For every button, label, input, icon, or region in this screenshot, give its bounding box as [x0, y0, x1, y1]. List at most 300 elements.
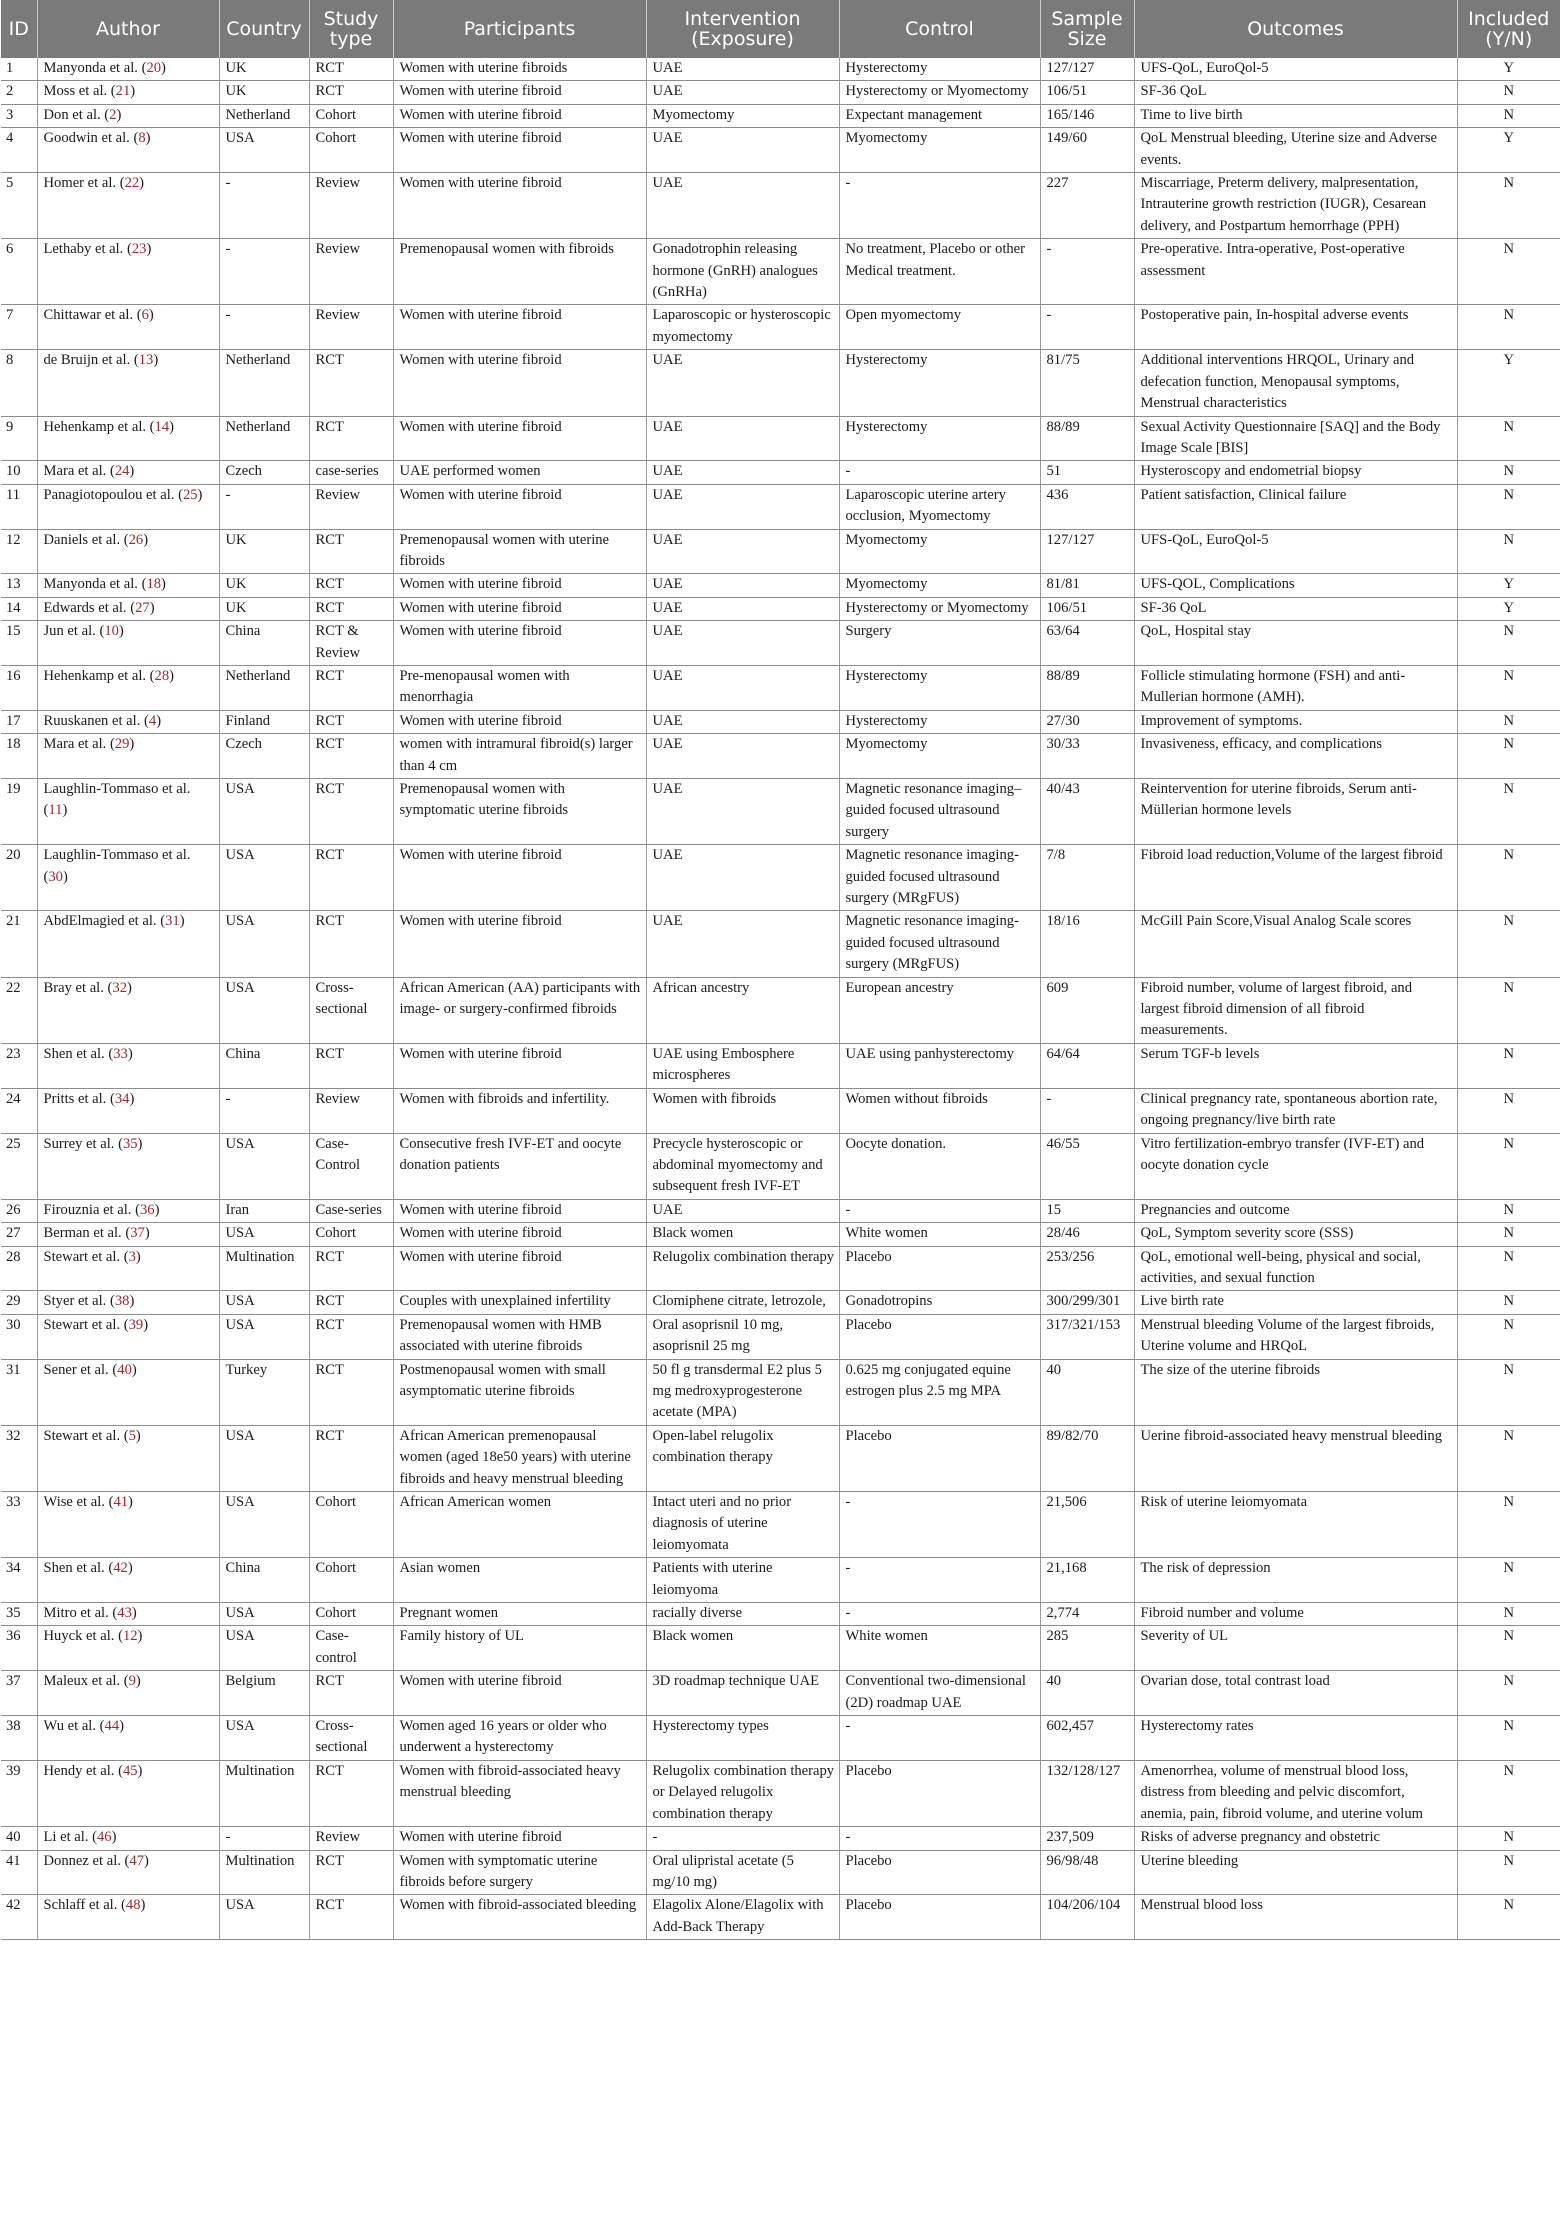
cell-participants-text: Women with uterine fibroid [399, 623, 562, 640]
cell-id [1, 350, 37, 416]
reference-link[interactable]: 2 [109, 106, 117, 123]
cell-country-text: - [225, 486, 231, 503]
cell-sample-size-text: 106/51 [1046, 599, 1088, 616]
reference-link[interactable]: 38 [114, 1293, 130, 1310]
cell-study-type [309, 1314, 393, 1359]
cell-participants-text: Women with uterine fibroid [399, 1045, 562, 1062]
cell-outcomes-text: Uterine bleeding [1140, 1852, 1239, 1869]
cell-outcomes-text: Severity of UL [1140, 1628, 1229, 1645]
cell-participants [393, 621, 646, 666]
cell-sample-size [1040, 845, 1134, 911]
cell-participants-text: Women with uterine fibroid [399, 913, 562, 930]
cell-author [37, 574, 219, 597]
author-name: Ruuskanen et al. [43, 712, 141, 729]
cell-study-type-text: RCT [315, 576, 344, 593]
reference-link[interactable]: 40 [117, 1361, 132, 1378]
cell-control [839, 1671, 1040, 1716]
cell-control-text: White women [845, 1225, 928, 1242]
reference-link[interactable]: 25 [182, 486, 198, 503]
cell-participants-text: women with intramural fibroid(s) larger than 4 cm [399, 736, 633, 774]
cell-intervention-text: UAE [652, 913, 683, 930]
cell-id [1, 529, 37, 574]
cell-outcomes-text: Serum TGF-b levels [1140, 1045, 1260, 1062]
reference-link[interactable]: 41 [113, 1494, 129, 1510]
cell-participants [393, 1827, 646, 1850]
cell-country [219, 1359, 309, 1425]
cell-id-text: 5 [6, 175, 14, 192]
cell-intervention-text: UAE [652, 847, 683, 864]
cell-intervention [646, 1895, 839, 1940]
cell-author [37, 58, 219, 81]
cell-included [1457, 1558, 1560, 1603]
cell-id [1, 1359, 37, 1425]
cell-country-text: USA [225, 979, 255, 996]
cell-outcomes [1134, 845, 1457, 911]
author-name: Edwards et al. [43, 599, 127, 616]
cell-included [1457, 128, 1560, 173]
cell-control [839, 977, 1040, 1043]
cell-author [37, 1827, 219, 1850]
cell-study-type [309, 574, 393, 597]
cell-control-text: - [845, 1494, 851, 1510]
cell-id-text: 38 [6, 1718, 21, 1735]
ref-open: ( [140, 712, 149, 729]
cell-outcomes [1134, 484, 1457, 529]
cell-intervention [646, 239, 839, 305]
author-name: Manyonda et al. [43, 60, 138, 76]
cell-participants-text: Women with uterine fibroid [399, 175, 562, 192]
cell-country [219, 665, 309, 710]
cell-outcomes-text: Fibroid number and volume [1140, 1605, 1304, 1622]
ref-open: ( [131, 1201, 140, 1218]
cell-participants [393, 305, 646, 350]
ref-close: ) [144, 1852, 149, 1869]
cell-id-text: 18 [6, 736, 21, 753]
reference-link[interactable]: 26 [128, 531, 144, 548]
cell-country-text: Netherland [225, 418, 291, 435]
cell-intervention [646, 173, 839, 239]
cell-country [219, 1223, 309, 1246]
table-row [1, 779, 1560, 845]
header-outcomes: Outcomes [1134, 0, 1457, 58]
cell-country-text: Multination [225, 1762, 295, 1779]
ref-open: ( [120, 1852, 130, 1869]
author-name: Moss et al. [43, 83, 108, 100]
cell-sample-size-text: 21,506 [1046, 1494, 1087, 1510]
reference-link[interactable]: 23 [131, 241, 147, 258]
cell-sample-size [1040, 104, 1134, 127]
cell-study-type [309, 911, 393, 977]
table-row [1, 911, 1560, 977]
reference-link[interactable]: 6 [141, 307, 149, 324]
cell-control-text: - [845, 1201, 851, 1218]
cell-control [839, 1133, 1040, 1199]
cell-participants-text: Women with uterine fibroid [399, 1248, 562, 1265]
reference-link[interactable]: 42 [113, 1560, 128, 1577]
header-included: Included (Y/N) [1457, 0, 1560, 58]
cell-outcomes [1134, 1760, 1457, 1826]
ref-close: ) [131, 1605, 137, 1622]
ref-close: ) [127, 1045, 133, 1062]
cell-id [1, 1827, 37, 1850]
cell-sample-size-text: 149/60 [1046, 130, 1088, 147]
cell-country-text: Multination [225, 1248, 295, 1265]
cell-id-text: 27 [6, 1225, 21, 1242]
reference-link[interactable]: 43 [117, 1605, 132, 1622]
reference-link[interactable]: 39 [128, 1316, 144, 1333]
reference-link[interactable]: 48 [125, 1897, 141, 1914]
cell-control-text: Oocyte donation. [845, 1135, 947, 1152]
reference-link[interactable]: 46 [97, 1829, 112, 1846]
ref-open: ( [108, 1605, 118, 1622]
cell-participants [393, 665, 646, 710]
cell-intervention [646, 1088, 839, 1133]
ref-open: ( [146, 418, 155, 435]
cell-study-type [309, 1603, 393, 1626]
cell-outcomes-text: Uerine fibroid-associated heavy menstrual bleeding [1140, 1427, 1442, 1444]
cell-outcomes-text: The size of the uterine fibroids [1140, 1361, 1321, 1378]
cell-outcomes-text: SF-36 QoL [1140, 599, 1207, 616]
author-name: Stewart et al. [43, 1316, 121, 1333]
cell-country-text: Netherland [225, 352, 291, 369]
cell-outcomes-text: Sexual Activity Questionnaire [SAQ] and the Body Image Scale [BIS] [1140, 418, 1441, 456]
reference-link[interactable]: 35 [122, 1135, 138, 1152]
cell-intervention-text: UAE [652, 531, 683, 548]
ref-close: ) [156, 712, 162, 729]
cell-intervention-text: UAE [652, 712, 683, 729]
cell-included-text: N [1503, 307, 1515, 324]
cell-intervention [646, 710, 839, 733]
cell-participants [393, 1558, 646, 1603]
cell-id [1, 1558, 37, 1603]
cell-id [1, 734, 37, 779]
cell-country-text: Finland [225, 712, 271, 729]
ref-open: ( [126, 599, 136, 616]
cell-participants [393, 1199, 646, 1222]
cell-participants-text: Premenopausal women with fibroids [399, 241, 614, 258]
reference-link[interactable]: 27 [135, 599, 150, 616]
cell-outcomes-text: SF-36 QoL [1140, 83, 1207, 100]
cell-id [1, 977, 37, 1043]
author-name: Bray et al. [43, 979, 104, 996]
cell-participants-text: Women with uterine fibroid [399, 599, 562, 616]
cell-study-type [309, 710, 393, 733]
cell-included-text: N [1503, 1628, 1515, 1645]
cell-intervention [646, 1603, 839, 1626]
cell-sample-size [1040, 977, 1134, 1043]
cell-control [839, 597, 1040, 620]
cell-outcomes [1134, 1043, 1457, 1088]
cell-study-type [309, 416, 393, 461]
cell-country-text: - [225, 1090, 231, 1107]
cell-intervention-text: UAE [652, 418, 683, 435]
cell-study-type-text: RCT [315, 781, 344, 797]
cell-included [1457, 911, 1560, 977]
reference-link[interactable]: 36 [139, 1201, 155, 1218]
ref-close: ) [148, 307, 154, 324]
cell-outcomes-text: Ovarian dose, total contrast load [1140, 1673, 1330, 1690]
cell-outcomes [1134, 734, 1457, 779]
cell-country-text: UK [225, 576, 247, 593]
cell-included-text: N [1503, 241, 1515, 258]
table-row [1, 574, 1560, 597]
author-name: Mara et al. [43, 463, 107, 480]
cell-control [839, 350, 1040, 416]
cell-intervention-text: Precycle hysteroscopic or abdominal myomectomy and subsequent fresh IVF-ET [652, 1135, 823, 1195]
cell-country [219, 574, 309, 597]
header-sample-size: Sample Size [1040, 0, 1134, 58]
cell-participants-text: Women with uterine fibroid [399, 486, 562, 503]
cell-included-text: N [1503, 781, 1515, 797]
reference-link[interactable]: 5 [128, 1427, 136, 1444]
cell-control [839, 710, 1040, 733]
cell-sample-size [1040, 484, 1134, 529]
cell-sample-size-text: 2,774 [1046, 1605, 1080, 1622]
reference-link[interactable]: 18 [146, 576, 162, 593]
cell-control-text: - [845, 1605, 851, 1622]
author-name: Daniels et al. [43, 531, 121, 548]
cell-included [1457, 1850, 1560, 1895]
cell-study-type [309, 1626, 393, 1671]
author-name: Hehenkamp et al. [43, 667, 147, 684]
ref-close: ) [145, 130, 151, 147]
cell-control-text: - [845, 463, 851, 480]
cell-outcomes [1134, 1246, 1457, 1291]
cell-participants-text: Women with fibroid-associated heavy menstrual bleeding [399, 1762, 621, 1801]
cell-control-text: Myomectomy [845, 130, 928, 147]
reference-link[interactable]: 22 [124, 175, 140, 192]
cell-id [1, 305, 37, 350]
cell-included-text: N [1503, 712, 1515, 729]
cell-study-type-text: RCT [315, 736, 344, 753]
ref-close: ) [146, 241, 152, 258]
ref-close: ) [143, 531, 149, 548]
cell-study-type [309, 597, 393, 620]
reference-link[interactable]: 21 [115, 83, 131, 100]
author-name: Berman et al. [43, 1225, 122, 1242]
cell-author [37, 484, 219, 529]
table-row [1, 416, 1560, 461]
cell-outcomes-text: Risks of adverse pregnancy and obstetric [1140, 1829, 1381, 1846]
cell-included-text: N [1503, 1852, 1515, 1869]
cell-country-text: USA [225, 913, 255, 930]
cell-country-text: China [225, 1045, 261, 1062]
reference-link[interactable]: 32 [112, 979, 127, 996]
ref-close: ) [127, 1560, 133, 1577]
reference-link[interactable]: 31 [165, 913, 180, 930]
cell-intervention-text: Black women [652, 1628, 734, 1645]
cell-country-text: Netherland [225, 667, 291, 684]
ref-open: ( [137, 60, 147, 76]
reference-link[interactable]: 24 [114, 463, 130, 480]
reference-link[interactable]: 11 [48, 802, 63, 819]
cell-id [1, 58, 37, 81]
cell-country [219, 1760, 309, 1826]
cell-study-type [309, 173, 393, 239]
cell-included [1457, 1088, 1560, 1133]
cell-study-type-text: Cohort [315, 1605, 357, 1622]
cell-included-text: N [1503, 175, 1515, 192]
cell-author [37, 665, 219, 710]
reference-link[interactable]: 34 [114, 1090, 130, 1107]
cell-control [839, 665, 1040, 710]
cell-country-text: Czech [225, 736, 262, 753]
cell-study-type-text: RCT [315, 531, 344, 548]
ref-open: ( [133, 307, 142, 324]
cell-id-text: 2 [6, 83, 14, 100]
ref-open: ( [114, 1762, 123, 1779]
cell-intervention [646, 1716, 839, 1761]
reference-link[interactable]: 44 [104, 1718, 120, 1735]
cell-control-text: No treatment, Placebo or other Medical treatment. [845, 241, 1026, 279]
cell-included [1457, 1895, 1560, 1940]
cell-sample-size [1040, 1359, 1134, 1425]
cell-id-text: 4 [6, 130, 14, 147]
reference-link[interactable]: 8 [138, 130, 146, 147]
author-name: Firouznia et al. [43, 1201, 132, 1218]
cell-control [839, 173, 1040, 239]
cell-country-text: UK [225, 599, 247, 616]
cell-sample-size-text: - [1046, 1090, 1052, 1107]
cell-outcomes [1134, 1088, 1457, 1133]
cell-control-text: Conventional two-dimensional (2D) roadmap UAE [845, 1673, 1026, 1711]
reference-link[interactable]: 10 [104, 623, 119, 640]
cell-intervention [646, 1359, 839, 1425]
author-name: Huyck et al. [43, 1628, 115, 1645]
cell-country-text: - [225, 241, 231, 258]
cell-id [1, 1895, 37, 1940]
cell-sample-size-text: 104/206/104 [1046, 1897, 1121, 1914]
cell-study-type [309, 665, 393, 710]
reference-link[interactable]: 13 [138, 352, 154, 369]
reference-link[interactable]: 4 [148, 712, 157, 729]
cell-id-text: 30 [6, 1316, 21, 1333]
cell-id-text: 39 [6, 1762, 21, 1779]
ref-open: ( [116, 175, 125, 192]
cell-control-text: Myomectomy [845, 736, 928, 753]
cell-sample-size-text: 7/8 [1046, 847, 1066, 864]
cell-intervention-text: 50 fl g transdermal E2 plus 5 mg medroxyprogesterone acetate (MPA) [652, 1361, 822, 1421]
cell-author [37, 845, 219, 911]
cell-included [1457, 977, 1560, 1043]
cell-control [839, 529, 1040, 574]
cell-country-text: UK [225, 60, 247, 76]
cell-study-type-text: Cohort [315, 1560, 357, 1577]
cell-control [839, 845, 1040, 911]
table-row [1, 1223, 1560, 1246]
cell-intervention-text: UAE [652, 623, 683, 640]
cell-intervention-text: 3D roadmap technique UAE [652, 1673, 820, 1690]
reference-link[interactable]: 28 [154, 667, 170, 684]
cell-sample-size [1040, 173, 1134, 239]
cell-participants-text: Women with uterine fibroid [399, 1829, 562, 1846]
cell-study-type [309, 1246, 393, 1291]
reference-link[interactable]: 30 [48, 868, 63, 885]
reference-link[interactable]: 9 [128, 1673, 136, 1690]
ref-close: ) [179, 913, 185, 930]
cell-author [37, 1850, 219, 1895]
cell-intervention [646, 81, 839, 104]
cell-study-type-text: RCT [315, 83, 344, 100]
author-name: Lethaby et al. [43, 241, 124, 258]
cell-country-text: USA [225, 1427, 255, 1444]
cell-participants-text: Women with uterine fibroid [399, 712, 562, 729]
reference-link[interactable]: 20 [146, 60, 162, 76]
ref-close: ) [161, 576, 166, 593]
reference-link[interactable]: 45 [122, 1762, 138, 1779]
author-name: Hendy et al. [43, 1762, 115, 1779]
cell-id [1, 1492, 37, 1558]
cell-author [37, 416, 219, 461]
cell-included [1457, 1671, 1560, 1716]
cell-intervention [646, 1133, 839, 1199]
cell-sample-size [1040, 81, 1134, 104]
cell-control [839, 1827, 1040, 1850]
author-name: Panagiotopoulou et al. [43, 486, 175, 503]
cell-included-text: N [1503, 1829, 1515, 1846]
cell-included-text: Y [1503, 130, 1515, 147]
ref-close: ) [137, 1135, 143, 1152]
author-name: Shen et al. [43, 1045, 105, 1062]
cell-intervention-text: Laparoscopic or hysteroscopic myomectomy [652, 307, 831, 345]
author-name: Styer et al. [43, 1293, 107, 1310]
cell-outcomes [1134, 574, 1457, 597]
table-row [1, 1895, 1560, 1940]
ref-close: ) [129, 1293, 135, 1310]
cell-participants-text: Women with uterine fibroid [399, 1201, 562, 1218]
cell-participants-text: Premenopausal women with symptomatic uterine fibroids [399, 781, 569, 819]
cell-study-type [309, 81, 393, 104]
author-name: Goodwin et al. [43, 130, 130, 147]
cell-sample-size-text: 317/321/153 [1046, 1316, 1121, 1333]
cell-intervention-text: Oral ulipristal acetate (5 mg/10 mg) [652, 1852, 794, 1890]
cell-intervention-text: Black women [652, 1225, 734, 1242]
cell-sample-size [1040, 1603, 1134, 1626]
reference-link[interactable]: 14 [154, 418, 170, 435]
reference-link[interactable]: 3 [128, 1248, 136, 1265]
cell-intervention-text: UAE [652, 1201, 683, 1218]
cell-country [219, 1671, 309, 1716]
author-name: Surrey et al. [43, 1135, 115, 1152]
cell-country-text: - [225, 175, 231, 192]
reference-link[interactable]: 29 [114, 736, 130, 753]
author-name: Jun et al. [43, 623, 96, 640]
cell-included [1457, 1223, 1560, 1246]
author-name: Li et al. [43, 1829, 89, 1846]
cell-included [1457, 621, 1560, 666]
cell-author [37, 1314, 219, 1359]
reference-link[interactable]: 37 [130, 1225, 145, 1242]
cell-participants-text: Pre-menopausal women with menorrhagia [399, 667, 570, 706]
cell-control-text: Hysterectomy [845, 667, 928, 684]
cell-outcomes-text: Improvement of symptoms. [1140, 712, 1303, 729]
cell-included-text: N [1503, 623, 1515, 640]
cell-intervention [646, 1827, 839, 1850]
table-row [1, 1716, 1560, 1761]
cell-id-text: 40 [6, 1829, 21, 1846]
ref-close: ) [144, 1225, 150, 1242]
reference-link[interactable]: 33 [113, 1045, 128, 1062]
table-row [1, 1246, 1560, 1291]
cell-sample-size [1040, 1088, 1134, 1133]
cell-sample-size [1040, 1626, 1134, 1671]
cell-intervention [646, 1626, 839, 1671]
cell-outcomes-text: Time to live birth [1140, 106, 1243, 123]
cell-study-type [309, 350, 393, 416]
reference-link[interactable]: 12 [122, 1628, 138, 1645]
reference-link[interactable]: 47 [129, 1852, 145, 1869]
ref-open: ( [114, 1628, 123, 1645]
